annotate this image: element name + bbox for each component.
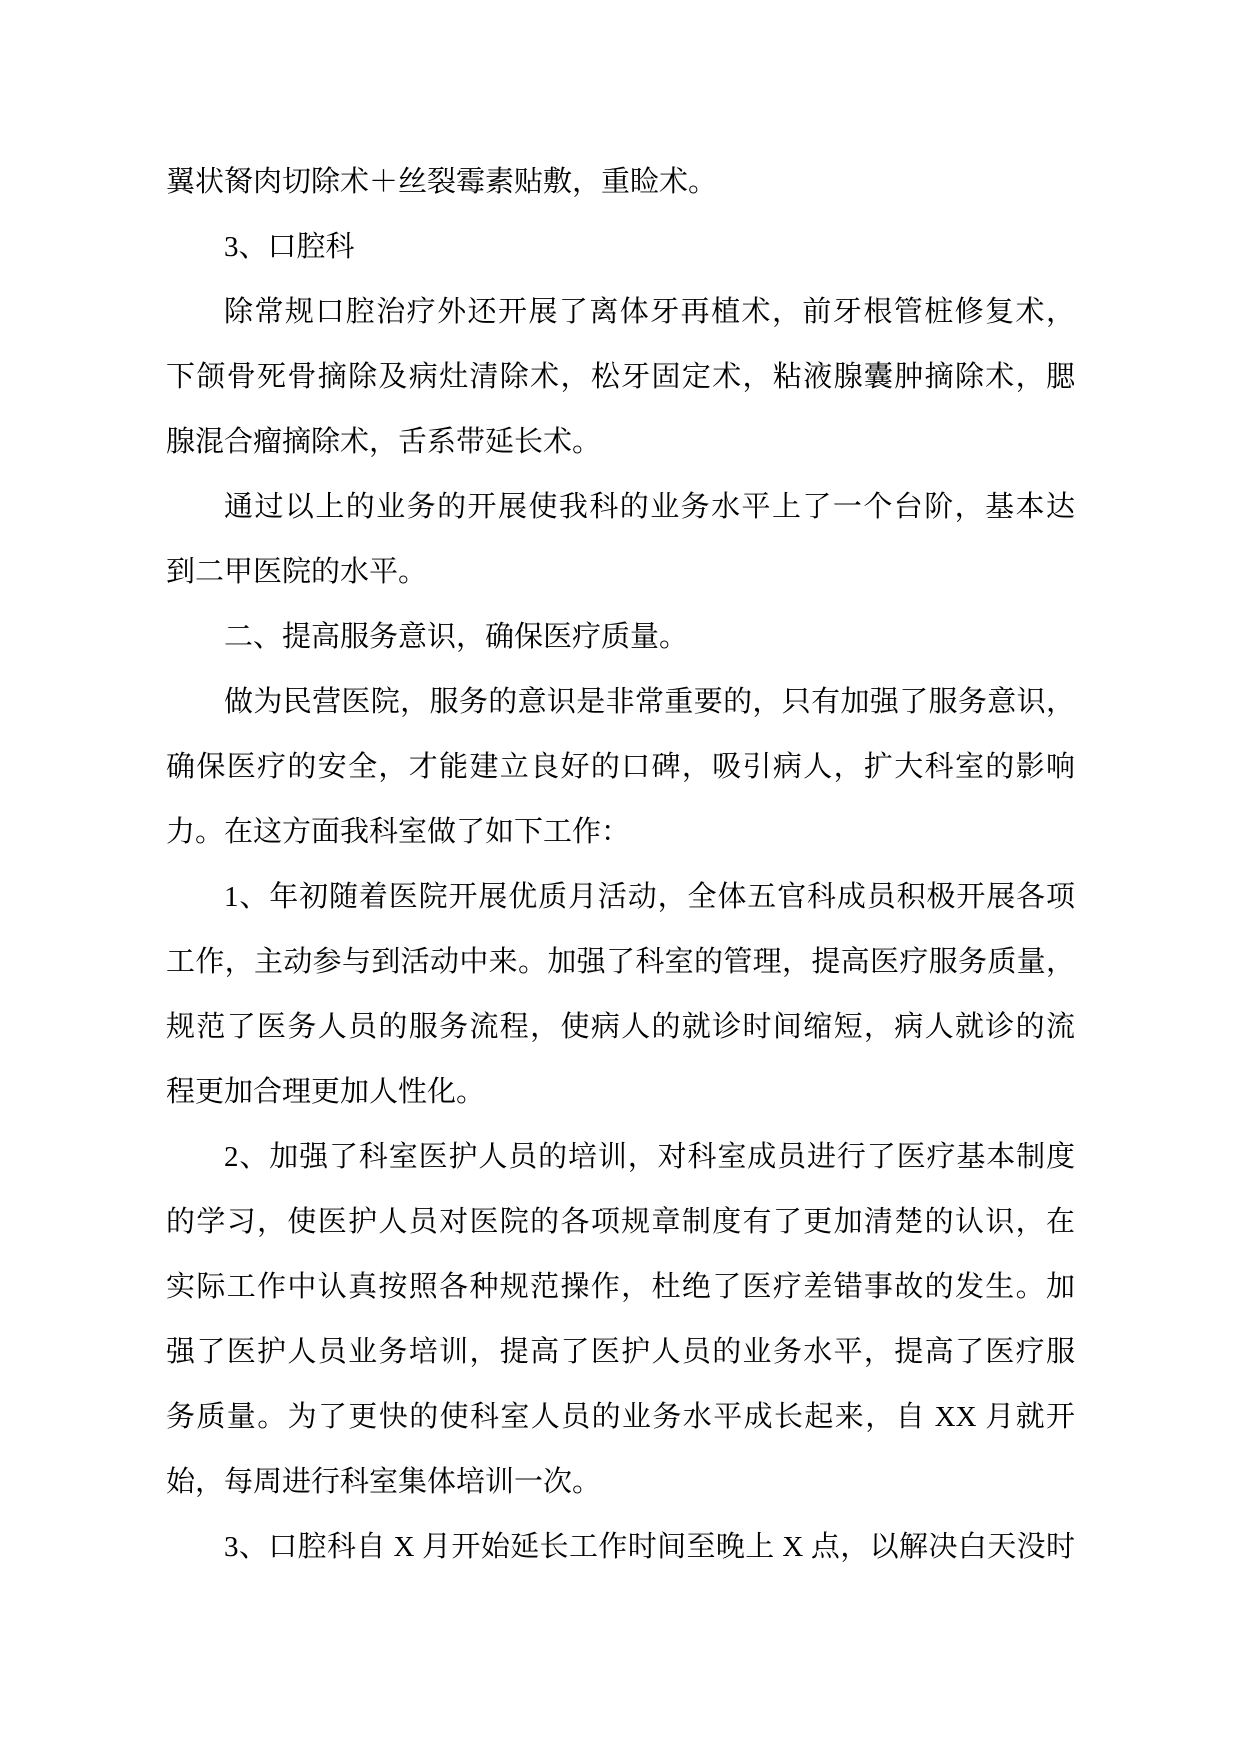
text-line: 翼状胬肉切除术＋丝裂霉素贴敷，重睑术。 [166, 166, 718, 198]
text-line: 强了医护人员业务培训，提高了医护人员的业务水平，提高了医疗服 [166, 1336, 1075, 1368]
text-line: 1、年初随着医院开展优质月活动，全体五官科成员积极开展各项 [224, 881, 1075, 913]
text-line: 实际工作中认真按照各种规范操作，杜绝了医疗差错事故的发生。加 [166, 1271, 1075, 1303]
text-line: 工作，主动参与到活动中来。加强了科室的管理，提高医疗服务质量， [166, 946, 1075, 978]
text-line: 的学习，使医护人员对医院的各项规章制度有了更加清楚的认识，在 [166, 1206, 1075, 1238]
text-line: 3、口腔科自 X 月开始延长工作时间至晚上 X 点，以解决白天没时 [224, 1531, 1075, 1563]
text-line: 下颌骨死骨摘除及病灶清除术，松牙固定术，粘液腺囊肿摘除术，腮 [166, 361, 1075, 393]
text-line: 程更加合理更加人性化。 [166, 1076, 486, 1108]
text-line: 3、口腔科 [224, 231, 355, 263]
text-line: 务质量。为了更快的使科室人员的业务水平成长起来，自 XX 月就开 [166, 1401, 1075, 1433]
text-line: 做为民营医院，服务的意识是非常重要的，只有加强了服务意识， [224, 686, 1075, 718]
text-line: 通过以上的业务的开展使我科的业务水平上了一个台阶，基本达 [224, 491, 1075, 523]
text-line: 始，每周进行科室集体培训一次。 [166, 1466, 602, 1498]
text-line: 力。在这方面我科室做了如下工作： [166, 816, 631, 848]
text-line: 规范了医务人员的服务流程，使病人的就诊时间缩短，病人就诊的流 [166, 1011, 1075, 1043]
text-line: 2、加强了科室医护人员的培训，对科室成员进行了医疗基本制度 [224, 1141, 1075, 1173]
text-line: 除常规口腔治疗外还开展了离体牙再植术，前牙根管桩修复术， [224, 296, 1075, 328]
text-line: 确保医疗的安全，才能建立良好的口碑，吸引病人，扩大科室的影响 [166, 751, 1075, 783]
text-line: 腺混合瘤摘除术，舌系带延长术。 [166, 426, 602, 458]
text-line: 到二甲医院的水平。 [166, 556, 428, 588]
text-block [166, 150, 1075, 1580]
text-line: 二、提高服务意识，确保医疗质量。 [224, 621, 689, 653]
